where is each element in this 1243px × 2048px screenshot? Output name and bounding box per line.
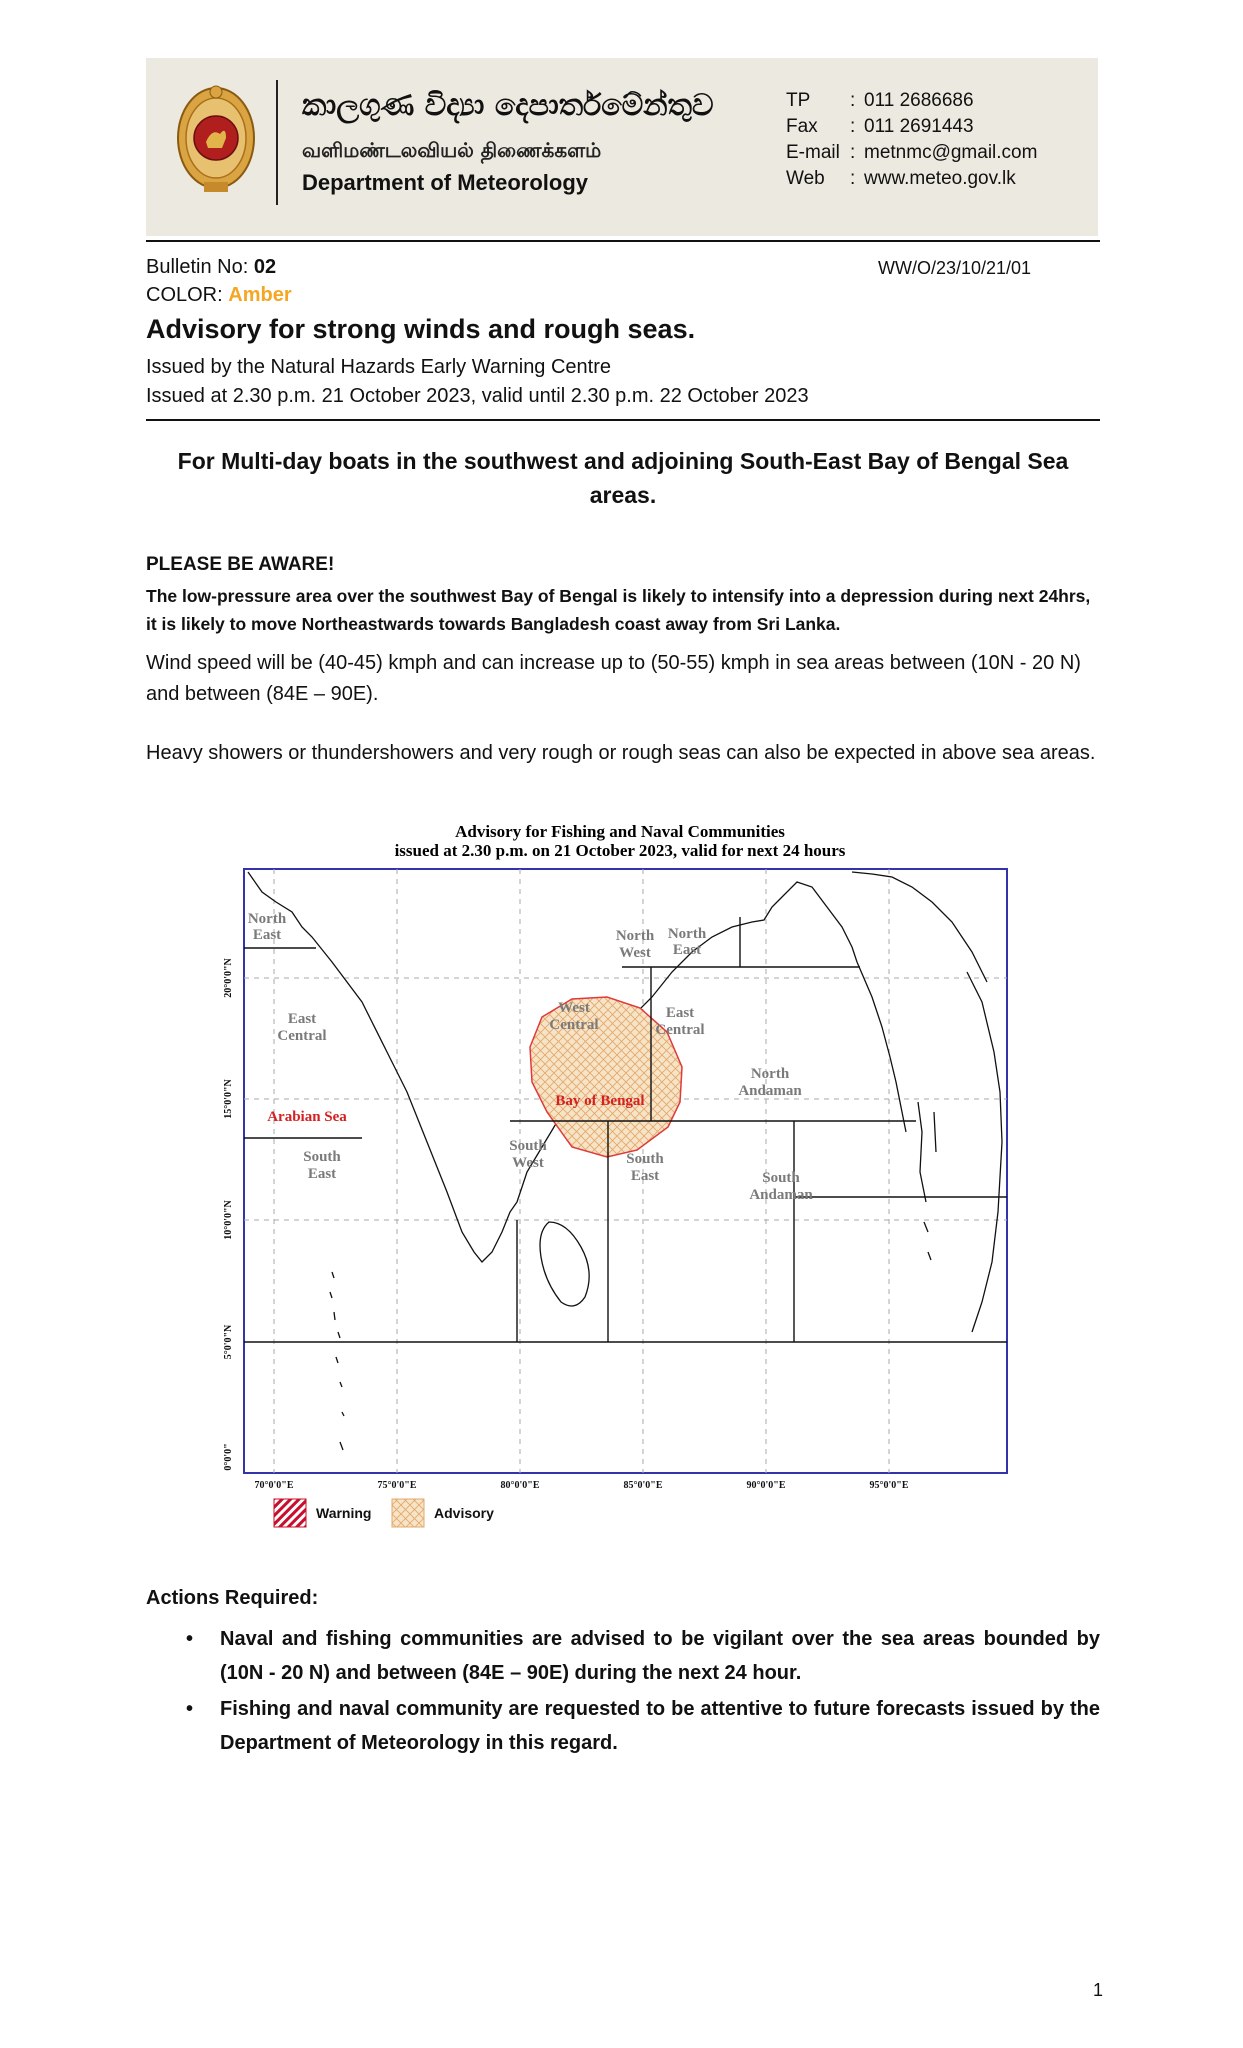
action-item: • Fishing and naval community are requested to be attentive to future forecasts issued by the Department of Meteorology in this regard. bbox=[186, 1698, 1100, 1754]
label-nw-bay: North bbox=[615, 928, 655, 944]
label-sw-bay: South bbox=[509, 1138, 547, 1154]
svg-text:10°0'0"N: 10°0'0"N bbox=[223, 1200, 234, 1240]
label-se-bay: South bbox=[626, 1151, 664, 1167]
bulletin-number: Bulletin No: 02 bbox=[146, 256, 277, 278]
alert-color-value: Amber bbox=[228, 284, 292, 306]
legend-advisory-swatch bbox=[392, 1499, 424, 1527]
label-s-andaman: South bbox=[762, 1170, 800, 1186]
map-title-line1: Advisory for Fishing and Naval Communities bbox=[455, 822, 785, 841]
svg-text:75°0'0"E: 75°0'0"E bbox=[377, 1480, 417, 1491]
contact-fax: Fax : 011 2691443 bbox=[786, 116, 974, 137]
svg-text:Central: Central bbox=[277, 1028, 327, 1044]
label-bay-of-bengal: Bay of Bengal bbox=[555, 1093, 645, 1109]
actions-list bbox=[146, 1622, 1100, 1762]
longitude-ticks bbox=[255, 1480, 909, 1491]
svg-text:West: West bbox=[619, 945, 651, 961]
svg-text:90°0'0"E: 90°0'0"E bbox=[746, 1480, 786, 1491]
map-title-line2: issued at 2.30 p.m. on 21 October 2023, valid for next 24 hours bbox=[394, 841, 846, 860]
wind-speed-paragraph: Wind speed will be (40-45) kmph and can increase up to (50-55) kmph in sea areas between (10N - 20 N) and between (84E – 90E). bbox=[146, 652, 1081, 705]
issued-at: Issued at 2.30 p.m. 21 October 2023, valid until 2.30 p.m. 22 October 2023 bbox=[146, 385, 809, 407]
department-name-sinhala: කාලගුණ විද්‍යා දෙපාර්තමේන්තුව bbox=[302, 88, 714, 123]
svg-text:80°0'0"E: 80°0'0"E bbox=[500, 1480, 540, 1491]
svg-text:East: East bbox=[630, 1168, 660, 1184]
label-ec-arabian: East bbox=[287, 1011, 317, 1027]
svg-text:East: East bbox=[672, 942, 702, 958]
contact-web[interactable]: Web : www.meteo.gov.lk bbox=[786, 168, 1016, 189]
label-se-arabian: South bbox=[303, 1149, 341, 1165]
target-audience-heading: For Multi-day boats in the southwest and adjoining South-East Bay of Bengal Sea areas. bbox=[177, 448, 1069, 508]
legend-warning-label: Warning bbox=[316, 1505, 372, 1521]
label-ne-bay: North bbox=[667, 926, 707, 942]
label-ne-arabian: North bbox=[247, 911, 287, 927]
aware-heading: PLEASE BE AWARE! bbox=[146, 554, 335, 575]
contact-phone: TP : 011 2686686 bbox=[786, 90, 974, 111]
label-arabian-sea: Arabian Sea bbox=[267, 1109, 347, 1125]
svg-text:5°0'0"N: 5°0'0"N bbox=[223, 1324, 234, 1360]
svg-text:East: East bbox=[252, 927, 282, 943]
latitude-ticks bbox=[223, 957, 234, 1470]
sri-lanka-emblem bbox=[174, 82, 258, 202]
bulletin-reference: WW/O/23/10/21/01 bbox=[878, 258, 1032, 278]
department-name-tamil: வளிமண்டலவியல் திணைக்களம் bbox=[302, 138, 602, 162]
legend-advisory-label: Advisory bbox=[434, 1505, 494, 1521]
svg-text:West: West bbox=[512, 1155, 544, 1171]
actions-heading: Actions Required: bbox=[146, 1587, 319, 1609]
legend-warning-swatch bbox=[274, 1499, 306, 1527]
alert-color: COLOR: Amber bbox=[146, 284, 292, 306]
letterhead-divider bbox=[276, 80, 278, 205]
svg-text:0°0'0": 0°0'0" bbox=[223, 1443, 234, 1471]
letterhead bbox=[146, 58, 1098, 236]
title-rule bbox=[146, 419, 1100, 421]
issued-by: Issued by the Natural Hazards Early Warning Centre bbox=[146, 356, 612, 378]
header-rule bbox=[146, 240, 1100, 242]
advisory-map bbox=[212, 812, 1042, 1532]
svg-text:East: East bbox=[307, 1166, 337, 1182]
label-n-andaman: North bbox=[750, 1066, 790, 1082]
contact-block bbox=[786, 88, 1037, 192]
advisory-title: Advisory for strong winds and rough seas. bbox=[146, 314, 696, 344]
svg-text:20°0'0"N: 20°0'0"N bbox=[223, 958, 234, 998]
page-number: 1 bbox=[1093, 1980, 1104, 2000]
svg-text:85°0'0"E: 85°0'0"E bbox=[623, 1480, 663, 1491]
svg-text:Andaman: Andaman bbox=[749, 1187, 813, 1203]
map-legend bbox=[274, 1499, 494, 1527]
svg-text:95°0'0"E: 95°0'0"E bbox=[869, 1480, 909, 1491]
svg-text:Andaman: Andaman bbox=[738, 1083, 802, 1099]
action-item: • Naval and fishing communities are advised to be vigilant over the sea areas bounded by (10N - 20 N) and between (84E – 90E) during the next 24 hour. bbox=[186, 1628, 1100, 1684]
contact-email[interactable]: E-mail : metnmc@gmail.com bbox=[786, 142, 1038, 163]
svg-text:Central: Central bbox=[549, 1017, 599, 1033]
label-wc-bay: West bbox=[558, 1000, 590, 1016]
svg-text:15°0'0"N: 15°0'0"N bbox=[223, 1079, 234, 1119]
label-ec-bay: East bbox=[665, 1005, 695, 1021]
department-name-english: Department of Meteorology bbox=[302, 170, 589, 195]
aware-body: The low-pressure area over the southwest Bay of Bengal is likely to intensify into a depression during next 24hrs, it is likely to move Northeastwards towards Bangladesh coast away from Sri Lanka. bbox=[146, 586, 1091, 634]
showers-paragraph: Heavy showers or thundershowers and very rough or rough seas can also be expected in above sea areas. bbox=[146, 742, 1096, 764]
svg-text:70°0'0"E: 70°0'0"E bbox=[254, 1480, 294, 1491]
svg-text:Central: Central bbox=[655, 1022, 705, 1038]
